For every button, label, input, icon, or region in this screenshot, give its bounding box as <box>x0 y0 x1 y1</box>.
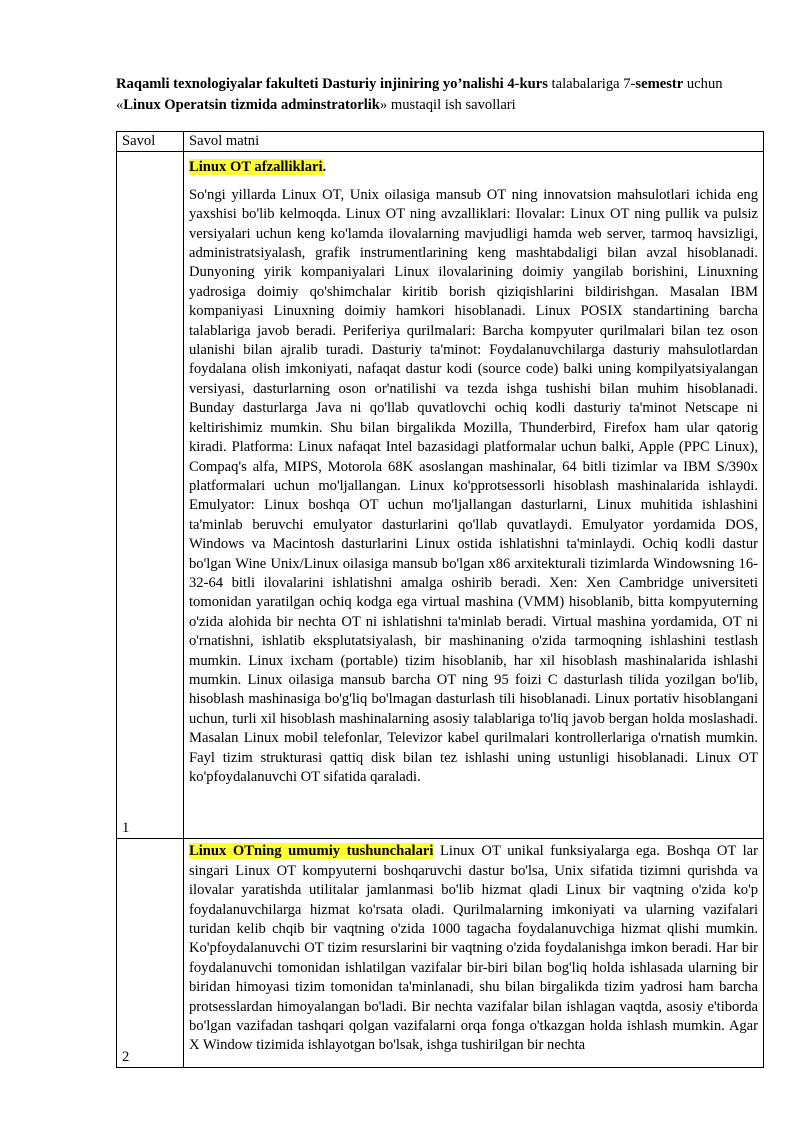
column-header-savol: Savol <box>117 132 184 152</box>
table-row <box>117 152 764 839</box>
document-title <box>116 74 766 116</box>
question-body <box>189 842 758 1055</box>
questions-table <box>116 131 764 1068</box>
question-title-suffix: . <box>322 159 327 176</box>
table-row <box>117 839 764 1068</box>
question-text-cell <box>184 152 764 839</box>
title-semester: semestr <box>635 76 684 92</box>
question-title-highlight: Linux OTning umumiy tushunchalari <box>189 843 434 860</box>
question-title-highlight: Linux OT afzalliklari <box>189 159 323 176</box>
question-text-cell <box>184 839 764 1068</box>
title-faculty: Raqamli texnologiyalar fakulteti Dasturiy injiniring yo’nalishi 4-kurs <box>116 76 548 92</box>
title-text: talabalariga 7- <box>547 76 636 92</box>
question-title <box>189 158 758 177</box>
table-header-row <box>117 132 764 152</box>
title-text-3: » mustaqil ish savollari <box>379 97 516 113</box>
title-text-2: uchun « <box>116 76 723 113</box>
column-header-savol-matni: Savol matni <box>184 132 764 152</box>
question-number: 2 <box>117 839 184 1068</box>
question-number: 1 <box>117 152 184 839</box>
question-body-text: Linux OT unikal funksiyalarga ega. Boshqa OT lar singari Linux OT kompyuterni boshqaruvchi dastur bo'lsa, Unix sifatida tizimni qurishda va ilovalar yaratishda utilitalar jamlanmasi bo'lib hizmat qladi Linux bir vaqtning o'zida ko'p foydalanuvchilarga hizmat ko'rsata oladi. Qurilmalarning imkoniyati va ularning vazifalari turidan kelib chqib bir vaqtning o'zida 1000 tagacha foydalanuvchiga hizmat qlishi mumkin. Ko'pfoydalanuvchi OT tizim resurslarini bir vaqtning o'zida foydalanishga imkon beradi. Har bir foydalanuvchi tomonidan ishlatilgan vazifalar bir-biri bilan bog'liq holda ishlasada ularning bir biridan himoyasi tizim tomonidan ta'minlanadi, shu bilan birgalikda tizim yadrosi ham barcha protsesslardan himoyalangan bo'ladi. Bir nechta vazifalar bilan ishlagan vaqtda, asosiy e'tiborda bo'lgan vazifadan tashqari qolgan vazifalarni orqa fonga o'tkazgan holda ishlash mumkin. Agar X Window tizimida ishlayotgan bo'lsak, ishga tushirilgan bir nechta <box>189 843 758 1054</box>
question-body: So'ngi yillarda Linux OT, Unix oilasiga mansub OT ning innovatsion mahsulotlari ichida eng yaxshisi bo'lib kelmoqda. Linux OT ning avzalliklari: Ilovalar: Linux OT ning pullik va pulsiz versiyalari uchun keng ko'lamda ilovalarning mavjudligi hamda web server, tarmoq havsizligi, administratsiyalash, grafik instrumentlarining keng mashtabdaligi bilan avzal hisoblanadi. Dunyoning yirik kompaniyalari Linux ilovalarining doimiy yangilab borishini, Linuxning yadrosiga doimiy qo'shimchalar kiritib borish qiziqishlarini bildirishgan. Masalan IBM kompaniyasi Linuxning doimiy hamkori hisoblanadi. Linux POSIX standartining barcha talablariga javob beradi. Periferiya qurilmalari: Barcha kompyuter qurilmalari bilan tez oson ulanishi bilan ajralib turadi. Dasturiy ta'minot: Foydalanuvchilarga dasturiy mahsulotlardan foydalana olish imkoniyati, nafaqat dastur kodi (source code) balki uning kompilyatsiyalangan versiyasi, dasturlarning oson or'natilishi va tezda ishga tushishi bilan muhim hisoblanadi. Bunday dasturlarga Java ni qo'llab quvatlovchi ochiq kodli dasturiy ta'minot Netscape ni keltirishimiz mumkin. Shu bilan birgalikda Mozilla, Thunderbird, Firefox ham ular qatorig kiradi. Platforma: Linux nafaqat Intel bazasidagi platformalar uchun balki, Apple (PPC Linux), Compaq's alfa, MIPS, Motorola 68K asoslangan mashinalar, 64 bitli tizimlar va IBM S/390x platformalari uchun mo'ljallangan. Linux ko'pprotsessorli hisoblash mashinalarida ishlaydi. Emulyator: Linux boshqa OT uchun mo'ljallangan dasturlarni, Linux muhitida ishlashini ta'minlab beruvchi emulyator dasturlarini qo'llab quvatlaydi. Emulyator yordamida DOS, Windows va Macintosh dasturlarini Linux ostida ishlatishni ta'minlaydi. Ochiq kodli dastur bo'lgan Wine Unix/Linux oilasiga mansub bo'lgan x86 arxitekturali tizimlarda Windowsning 16-32-64 bitli ilovalarini ishlatishni amalga oshirib beradi. Xen: Xen Cambridge universiteti tomonidan yaratilgan ochiq kodga ega virtual mashina (VMM) hisoblanib, bitta kompyuterning o'zida alohida bir nechta OT ni ishlatishni ta'minlab beradi. Virtual mashina yordamida, OT ni o'rnatishni, ishlatib eksplutatsiyalash, bir mashinaning o'zida tarmoqning ishlashini testlash mumkin. Linux ixcham (portable) tizim hisoblanib, har xil hisoblash mashinalarida ishlashi mumkin. Linux oilasiga mansub barcha OT ning 95 foizi C dasturlash tilida yozilgan bo'lib, hisoblash mashinasiga bo'g'liq bo'lmagan dasturlash tili hisoblanadi. Linux portativ hisoblangani uchun, turli xil hisoblash mashinalarning asosiy talablariga to'liq javob bergan holda moslashadi. Masalan Linux mobil telefonlar, Televizor kabel qurilmalari kontrollerlariga o'rnatish mumkin. Fayl tizim strukturasi qattiq disk bilan tez ishlashi uning ustunligi hisoblanadi. Linux OT ko'pfoydalanuvchi OT sifatida qaraladi. <box>189 186 758 785</box>
title-course-name: Linux Operatsin tizmida adminstratorlik <box>123 97 380 113</box>
